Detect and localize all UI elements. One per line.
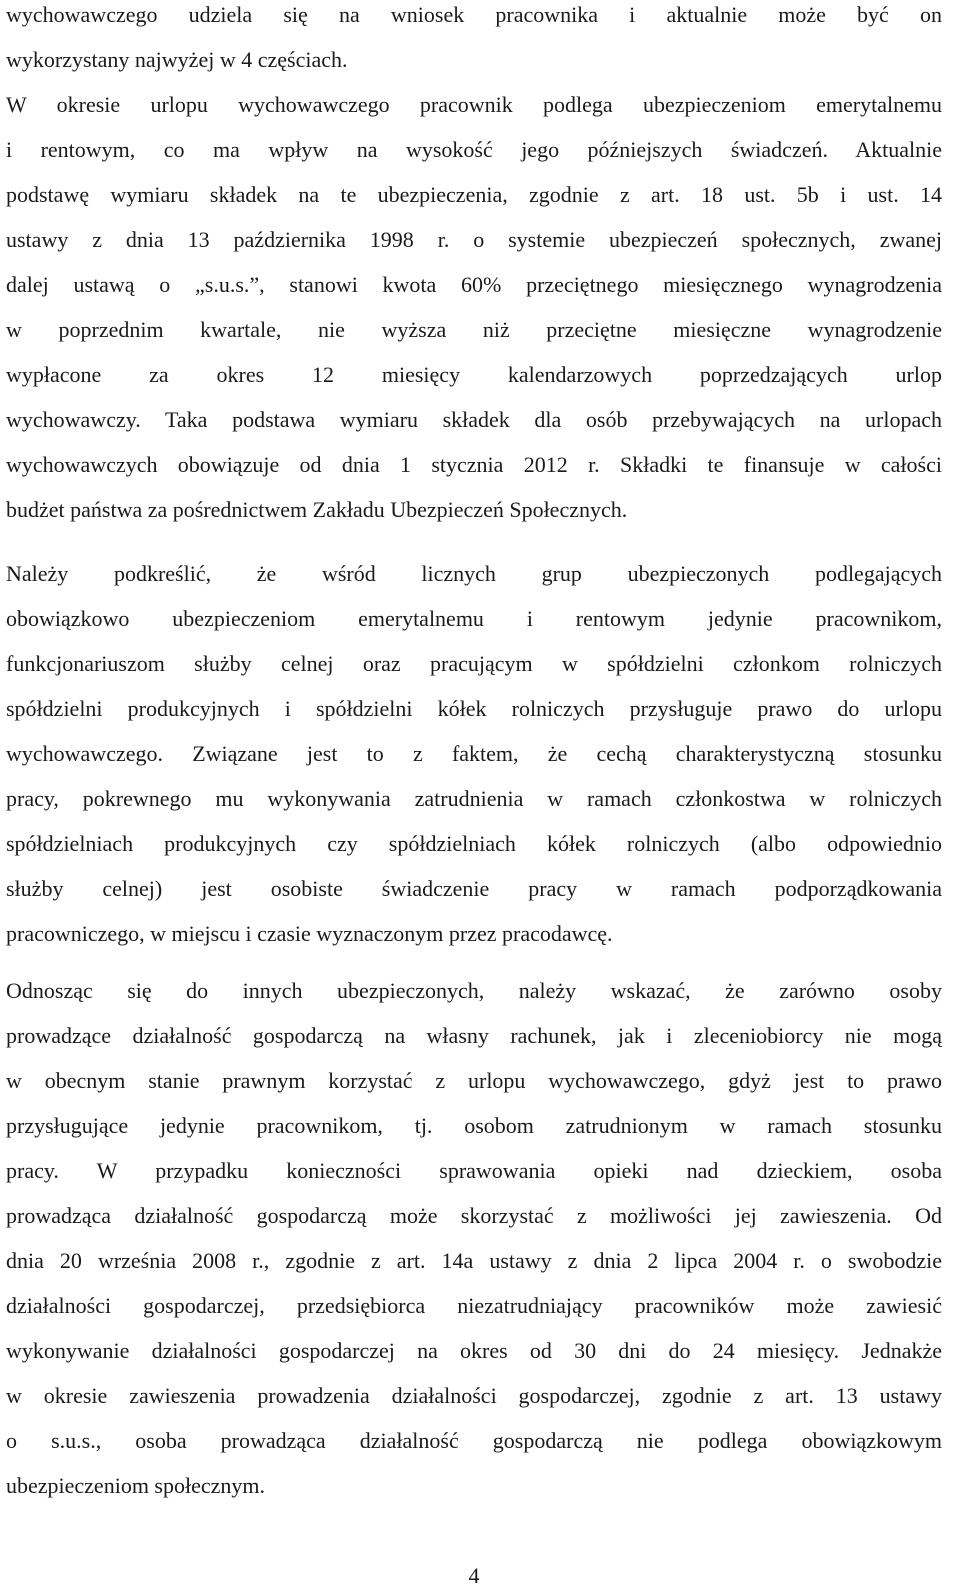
text-line: budżet państwa za pośrednictwem Zakładu Ubezpieczeń Społecznych. — [6, 497, 628, 522]
text-line: prowadząca działalność gospodarczą może skorzystać z możliwości jej zawieszenia. Od — [6, 1203, 942, 1228]
text-line: Należy podkreślić, że wśród licznych grup ubezpieczonych podlegających — [6, 561, 942, 586]
text-line: W okresie urlopu wychowawczego pracownik podlega ubezpieczeniom emerytalnemu — [6, 92, 942, 117]
text-line: w obecnym stanie prawnym korzystać z urlopu wychowawczego, gdyż jest to prawo — [6, 1068, 942, 1093]
text-line: dalej ustawą o „s.u.s.”, stanowi kwota 60% przeciętnego miesięcznego wynagrodzenia — [6, 272, 942, 297]
text-line: spółdzielni produkcyjnych i spółdzielni kółek rolniczych przysługuje prawo do urlopu — [6, 696, 942, 721]
text-line: Odnosząc się do innych ubezpieczonych, należy wskazać, że zarówno osoby — [6, 978, 942, 1003]
text-line: wychowawczego udziela się na wniosek pracownika i aktualnie może być on — [6, 2, 942, 27]
text-line: o s.u.s., osoba prowadząca działalność gospodarczą nie podlega obowiązkowym — [6, 1428, 942, 1453]
text-line: wykonywanie działalności gospodarczej na okres od 30 dni do 24 miesięcy. Jednakże — [6, 1338, 942, 1363]
text-line: obowiązkowo ubezpieczeniom emerytalnemu i rentowym jedynie pracownikom, — [6, 606, 942, 631]
text-line: przysługujące jedynie pracownikom, tj. osobom zatrudnionym w ramach stosunku — [6, 1113, 942, 1138]
text-line: wychowawczego. Związane jest to z faktem, że cechą charakterystyczną stosunku — [6, 741, 942, 766]
paragraph-2 — [6, 551, 942, 956]
text-line: wykorzystany najwyżej w 4 częściach. — [6, 47, 348, 72]
page-number: 4 — [468, 1563, 480, 1588]
text-line: spółdzielniach produkcyjnych czy spółdzielniach kółek rolniczych (albo odpowiednio — [6, 831, 942, 856]
text-line: wychowawczych obowiązuje od dnia 1 stycznia 2012 r. Składki te finansuje w całości — [6, 452, 942, 477]
text-line: wychowawczy. Taka podstawa wymiaru składek dla osób przebywających na urlopach — [6, 407, 942, 432]
text-line: prowadzące działalność gospodarczą na własny rachunek, jak i zleceniobiorcy nie mogą — [6, 1023, 942, 1048]
text-line: ustawy z dnia 13 października 1998 r. o systemie ubezpieczeń społecznych, zwanej — [6, 227, 942, 252]
text-line: dnia 20 września 2008 r., zgodnie z art. 14a ustawy z dnia 2 lipca 2004 r. o swobodzie — [6, 1248, 942, 1273]
text-line: i rentowym, co ma wpływ na wysokość jego późniejszych świadczeń. Aktualnie — [6, 137, 942, 162]
text-line: wypłacone za okres 12 miesięcy kalendarzowych poprzedzających urlop — [6, 362, 942, 387]
paragraph-1 — [6, 0, 942, 532]
text-line: podstawę wymiaru składek na te ubezpieczenia, zgodnie z art. 18 ust. 5b i ust. 14 — [6, 182, 942, 207]
text-line: pracowniczego, w miejscu i czasie wyznaczonym przez pracodawcę. — [6, 921, 613, 946]
text-line: pracy. W przypadku konieczności sprawowania opieki nad dzieckiem, osoba — [6, 1158, 942, 1183]
text-line: ubezpieczeniom społecznym. — [6, 1473, 266, 1498]
text-line: służby celnej) jest osobiste świadczenie pracy w ramach podporządkowania — [6, 876, 942, 901]
paragraph-3 — [6, 968, 942, 1508]
text-line: pracy, pokrewnego mu wykonywania zatrudnienia w ramach członkostwa w rolniczych — [6, 786, 942, 811]
text-line: działalności gospodarczej, przedsiębiorca niezatrudniający pracowników może zawiesić — [6, 1293, 942, 1318]
text-line: funkcjonariuszom służby celnej oraz pracującym w spółdzielni członkom rolniczych — [6, 651, 942, 676]
text-line: w okresie zawieszenia prowadzenia działalności gospodarczej, zgodnie z art. 13 ustawy — [6, 1383, 942, 1408]
text-line: w poprzednim kwartale, nie wyższa niż przeciętne miesięczne wynagrodzenie — [6, 317, 942, 342]
